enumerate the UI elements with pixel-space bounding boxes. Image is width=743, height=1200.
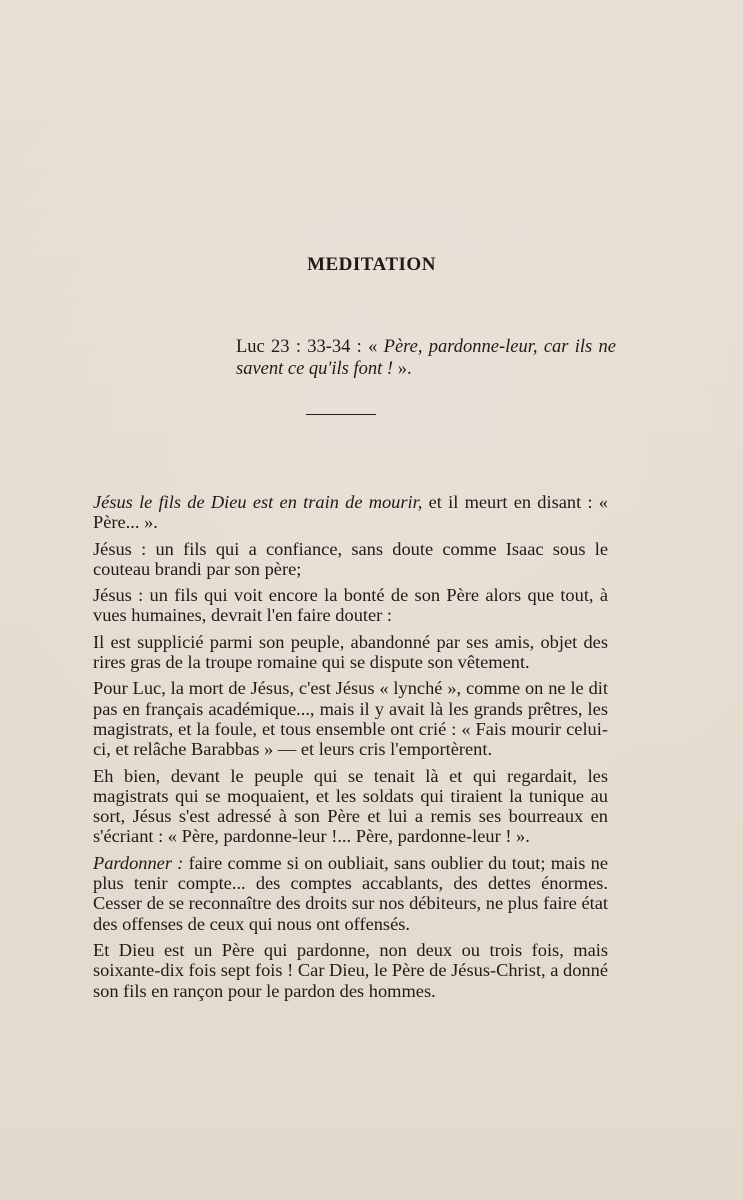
paragraph bbox=[88, 539, 608, 580]
page-title: MEDITATION bbox=[307, 254, 436, 275]
paragraph bbox=[88, 632, 608, 673]
paragraph-text: Il est supplicié parmi son peuple, abandonné par ses amis, objet des rires gras de la troupe romaine qui se dispute son vêtement. bbox=[93, 631, 608, 673]
paragraph-text: Eh bien, devant le peuple qui se tenait là et qui regardait, les magistrats qui se moquaient, et les soldats qui tiraient la tunique au sort, Jésus s'est adressé à son Père et lui a remis ses bourreaux en s'écriant : « Père, pardonne-leur !... Père, pardonne-leur ! ». bbox=[93, 765, 608, 847]
section-divider bbox=[306, 414, 376, 415]
paragraph bbox=[88, 585, 608, 626]
epigraph-reference: Luc 23 : 33-34 : « bbox=[236, 337, 384, 357]
paragraph-text: Et Dieu est un Père qui pardonne, non deux ou trois fois, mais soixante-dix fois sept fois ! Car Dieu, le Père de Jésus-Christ, a donné son fils en rançon pour le pardon des hommes. bbox=[93, 939, 608, 1001]
epigraph bbox=[236, 336, 616, 380]
paragraph-text: faire comme si on oubliait, sans oublier du tout; mais ne plus tenir compte... des comptes accablants, des dettes énormes. Cesser de se reconnaître des droits sur nos débiteurs, ne plus faire état des offenses de ceux qui nous ont offensés. bbox=[93, 852, 608, 934]
paragraph-italic: Pardonner : bbox=[93, 852, 184, 873]
paragraph bbox=[88, 853, 608, 934]
paragraph bbox=[88, 492, 608, 533]
paragraph bbox=[88, 940, 608, 1001]
epigraph-quote: Père, pardonne-leur, car ils ne savent ce qu'ils font ! bbox=[236, 337, 616, 379]
paragraph-text: Jésus : un fils qui a confiance, sans doute comme Isaac sous le couteau brandi par son père; bbox=[93, 538, 608, 579]
epigraph-closing: ». bbox=[393, 359, 412, 379]
paragraph-text: Pour Luc, la mort de Jésus, c'est Jésus « lynché », comme on ne le dit pas en français académique..., mais il y avait là les grands prêtres, les magistrats, et la foule, et tous ensemble ont crié : « Fais mourir celui-ci, et relâche Barabbas » — et leurs cris l'emportèrent. bbox=[93, 678, 608, 760]
paragraph-text: et il meurt en disant : « Père... ». bbox=[93, 492, 608, 533]
paragraph-italic: Jésus le fils de Dieu est en train de mourir, bbox=[93, 492, 423, 512]
body-text bbox=[88, 492, 608, 1007]
paragraph-text: Jésus : un fils qui voit encore la bonté de son Père alors que tout, à vues humaines, devrait l'en faire douter : bbox=[93, 585, 608, 626]
paragraph bbox=[88, 678, 608, 759]
paragraph bbox=[88, 766, 608, 847]
